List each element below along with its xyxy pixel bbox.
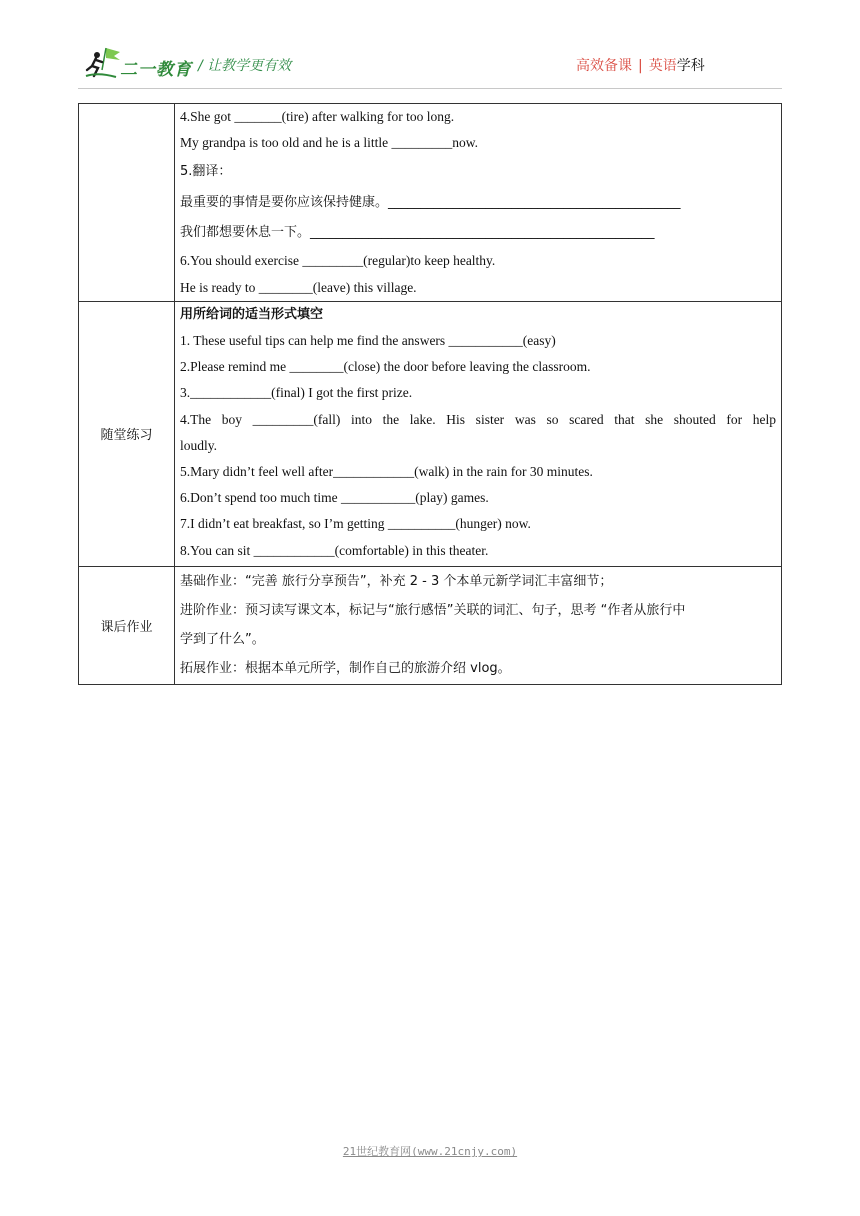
- row-label: 课后作业: [79, 566, 175, 684]
- separator: |: [638, 58, 643, 74]
- text-line: 基础作业：“完善 旅行分享预告”，补充 2 - 3 个本单元新学词汇丰富细节；: [180, 573, 613, 589]
- table-row: [79, 301, 782, 566]
- runner-flag-icon: [84, 46, 124, 80]
- text-line: 最重要的事情是要你应该保持健康。_____________________________________________: [180, 195, 681, 211]
- text-line: My grandpa is too old and he is a little _________now.: [180, 135, 478, 151]
- row-label: [79, 104, 175, 302]
- text-line: 1. These useful tips can help me find the answers ___________(easy): [180, 333, 556, 349]
- table-row: [79, 104, 782, 302]
- row-label: 随堂练习: [79, 301, 175, 566]
- logo-text: 二一教育: [120, 60, 192, 80]
- text-line: 2.Please remind me ________(close) the door before leaving the classroom.: [180, 359, 591, 375]
- text-line: 7.I didn’t eat breakfast, so I’m getting __________(hunger) now.: [180, 516, 531, 532]
- text-line: 进阶作业：预习读写课文本，标记与“旅行感悟”关联的词汇、句子，思考 “作者从旅行中: [180, 602, 686, 618]
- text-line: 拓展作业：根据本单元所学，制作自己的旅游介绍 vlog。: [180, 660, 511, 676]
- subject-black: 学科: [676, 58, 705, 74]
- subject-header: [576, 55, 705, 75]
- lesson-table: [78, 103, 782, 685]
- text-line: loudly.: [180, 437, 217, 453]
- section-heading: 用所给词的适当形式填空: [180, 306, 324, 322]
- text-line: 3.____________(final) I got the first prize.: [180, 385, 413, 401]
- row-content: [175, 301, 782, 566]
- row-content: [175, 566, 782, 684]
- text-line: 4.The boy _________(fall) into the lake. His sister was so scared that she shouted for help: [180, 411, 776, 427]
- text-line: 学到了什么”。: [180, 631, 265, 647]
- prep-label: 高效备课: [576, 58, 632, 74]
- text-line: 6.You should exercise _________(regular)to keep healthy.: [180, 253, 496, 269]
- page-header: [0, 0, 860, 90]
- text-line: 8.You can sit ____________(comfortable) in this theater.: [180, 542, 489, 558]
- text-line: He is ready to ________(leave) this village.: [180, 279, 417, 295]
- footer-link[interactable]: 21世纪教育网(www.21cnjy.com): [342, 1145, 518, 1158]
- text-line: 4.She got _______(tire) after walking for too long.: [180, 109, 455, 124]
- subject-red: 英语: [648, 58, 677, 74]
- text-line: 6.Don’t spend too much time ___________(play) games.: [180, 490, 489, 506]
- header-divider: [78, 88, 782, 89]
- text-line: 5.翻译：: [180, 164, 232, 180]
- table-row: [79, 566, 782, 684]
- slogan: / 让教学更有效: [198, 58, 292, 74]
- row-content: [175, 104, 782, 302]
- text-line: 我们都想要休息一下。_____________________________________________________: [180, 225, 655, 241]
- text-line: 5.Mary didn’t feel well after____________(walk) in the rain for 30 minutes.: [180, 464, 593, 480]
